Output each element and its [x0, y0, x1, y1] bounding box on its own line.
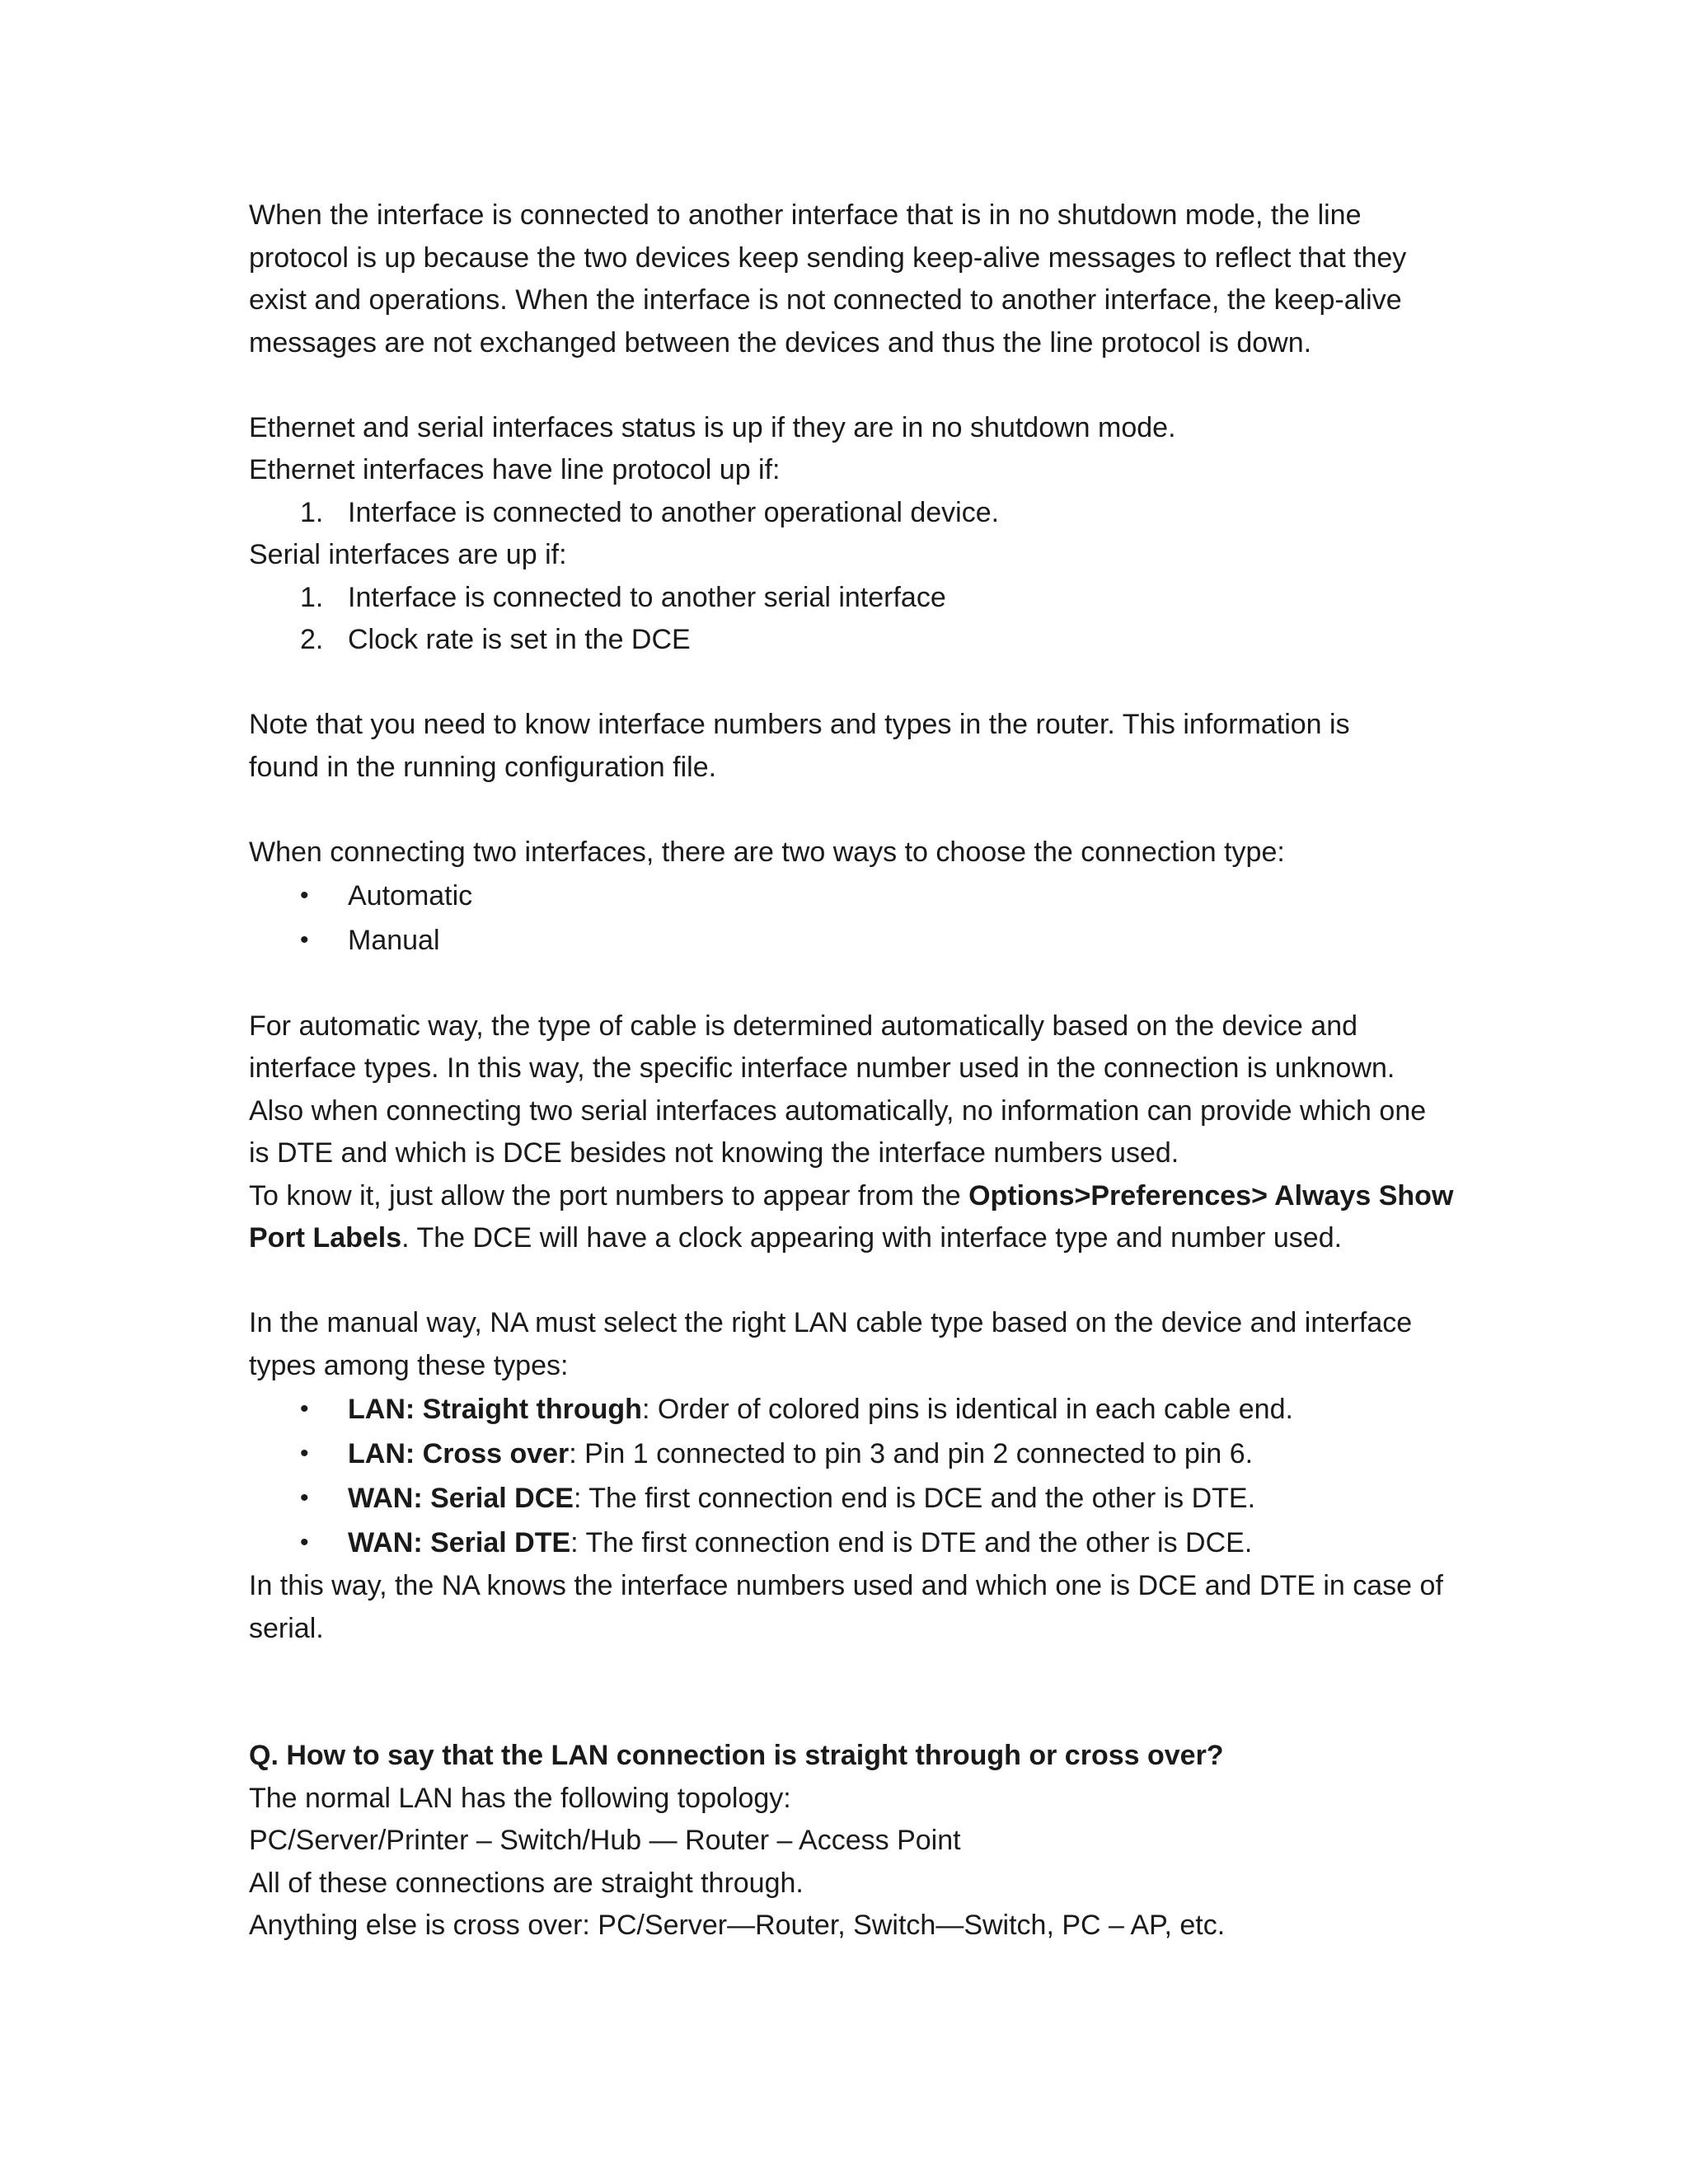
- list-number: 1.: [300, 496, 324, 528]
- cable-type-description: : The first connection end is DCE and the other is DTE.: [573, 1483, 1256, 1514]
- cable-type-description: : Order of colored pins is identical in each cable end.: [641, 1394, 1293, 1425]
- paragraph-line: [249, 1175, 1452, 1218]
- question-text: Q. How to say that the LAN connection is straight through or cross over?: [249, 1740, 1224, 1771]
- list-number: 1.: [300, 581, 324, 613]
- cable-type-description: : Pin 1 connected to pin 3 and pin 2 connected to pin 6.: [569, 1438, 1254, 1469]
- list-item-text: Clock rate is set in the DCE: [348, 624, 691, 655]
- cable-type-label: LAN: Straight through: [348, 1394, 642, 1425]
- text-run: . The DCE will have a clock appearing with interface type and number used.: [401, 1222, 1343, 1254]
- paragraph-line: is DTE and which is DCE besides not knowing the interface numbers used.: [249, 1137, 1179, 1169]
- paragraph-line: [249, 1217, 1452, 1260]
- list-item: [249, 1432, 1452, 1476]
- list-item: [249, 619, 1452, 662]
- paragraph-line: Also when connecting two serial interfaces automatically, no information can provide which one: [249, 1094, 1427, 1127]
- list-item-text: Interface is connected to another operational device.: [348, 496, 1000, 528]
- paragraph-line: For automatic way, the type of cable is determined automatically based on the device and: [249, 1010, 1358, 1042]
- cable-type-label: WAN: Serial DTE: [348, 1527, 571, 1558]
- note-line: Note that you need to know interface numbers and types in the router. This information is: [249, 709, 1350, 740]
- list-item: [249, 577, 1452, 620]
- serial-conditions-list: [249, 577, 1452, 662]
- connection-types-list: [249, 874, 1452, 963]
- paragraph-line: In this way, the NA knows the interface numbers used and which one is DCE and DTE in case of: [249, 1570, 1443, 1601]
- paragraph-line: messages are not exchanged between the devices and thus the line protocol is down.: [249, 326, 1312, 359]
- list-item: [249, 1521, 1452, 1565]
- menu-path-text: Options>Preferences> Always Show: [968, 1179, 1454, 1212]
- list-item: [249, 918, 1452, 963]
- list-item: [249, 492, 1452, 535]
- cable-types-list: [249, 1387, 1452, 1565]
- bullet-icon: •: [300, 1395, 309, 1422]
- answer-line: PC/Server/Printer – Switch/Hub — Router – Access Point: [249, 1825, 961, 1856]
- cable-type-label: WAN: Serial DCE: [348, 1483, 574, 1514]
- menu-path-text: Port Labels: [249, 1222, 402, 1254]
- ethernet-status-text: Ethernet and serial interfaces status is up if they are in no shutdown mode.: [249, 411, 1176, 443]
- question-heading: [249, 1735, 1452, 1778]
- paragraph-line: serial.: [249, 1612, 324, 1644]
- paragraph-line: When the interface is connected to another interface that is in no shutdown mode, the line: [249, 199, 1362, 231]
- answer-line: Anything else is cross over: PC/Server—Router, Switch—Switch, PC – AP, etc.: [249, 1910, 1226, 1941]
- list-item: [249, 874, 1452, 918]
- paragraph-line: exist and operations. When the interface is not connected to another interface, the keep-alive: [249, 284, 1402, 316]
- serial-intro-text: Serial interfaces are up if:: [249, 539, 567, 570]
- list-number: 2.: [300, 624, 324, 655]
- bullet-icon: •: [300, 1484, 309, 1511]
- bullet-icon: •: [300, 926, 309, 954]
- paragraph-line: types among these types:: [249, 1349, 569, 1381]
- list-item-text: Interface is connected to another serial interface: [348, 581, 946, 613]
- document-page: [249, 194, 1452, 1947]
- ethernet-intro-text: Ethernet interfaces have line protocol up if:: [249, 454, 781, 485]
- list-item-text: Manual: [348, 925, 440, 956]
- cable-type-label: LAN: Cross over: [348, 1438, 570, 1469]
- bullet-icon: •: [300, 1529, 309, 1556]
- text-run: To know it, just allow the port numbers to appear from the: [249, 1179, 969, 1212]
- list-item-text: Automatic: [348, 880, 473, 912]
- ethernet-conditions-list: [249, 492, 1452, 535]
- list-item: [249, 1476, 1452, 1521]
- connection-intro-text: When connecting two interfaces, there are two ways to choose the connection type:: [249, 836, 1285, 868]
- list-item: [249, 1387, 1452, 1432]
- bullet-icon: •: [300, 882, 309, 909]
- note-line: found in the running configuration file.: [249, 751, 717, 783]
- cable-type-description: : The first connection end is DTE and the other is DCE.: [570, 1527, 1253, 1558]
- bullet-icon: •: [300, 1440, 309, 1467]
- answer-line: The normal LAN has the following topology:: [249, 1782, 791, 1814]
- paragraph-line: protocol is up because the two devices keep sending keep-alive messages to reflect that they: [249, 241, 1407, 274]
- paragraph-line: In the manual way, NA must select the right LAN cable type based on the device and interface: [249, 1307, 1413, 1338]
- answer-line: All of these connections are straight through.: [249, 1867, 804, 1899]
- paragraph-line: interface types. In this way, the specific interface number used in the connection is unknown.: [249, 1052, 1395, 1084]
